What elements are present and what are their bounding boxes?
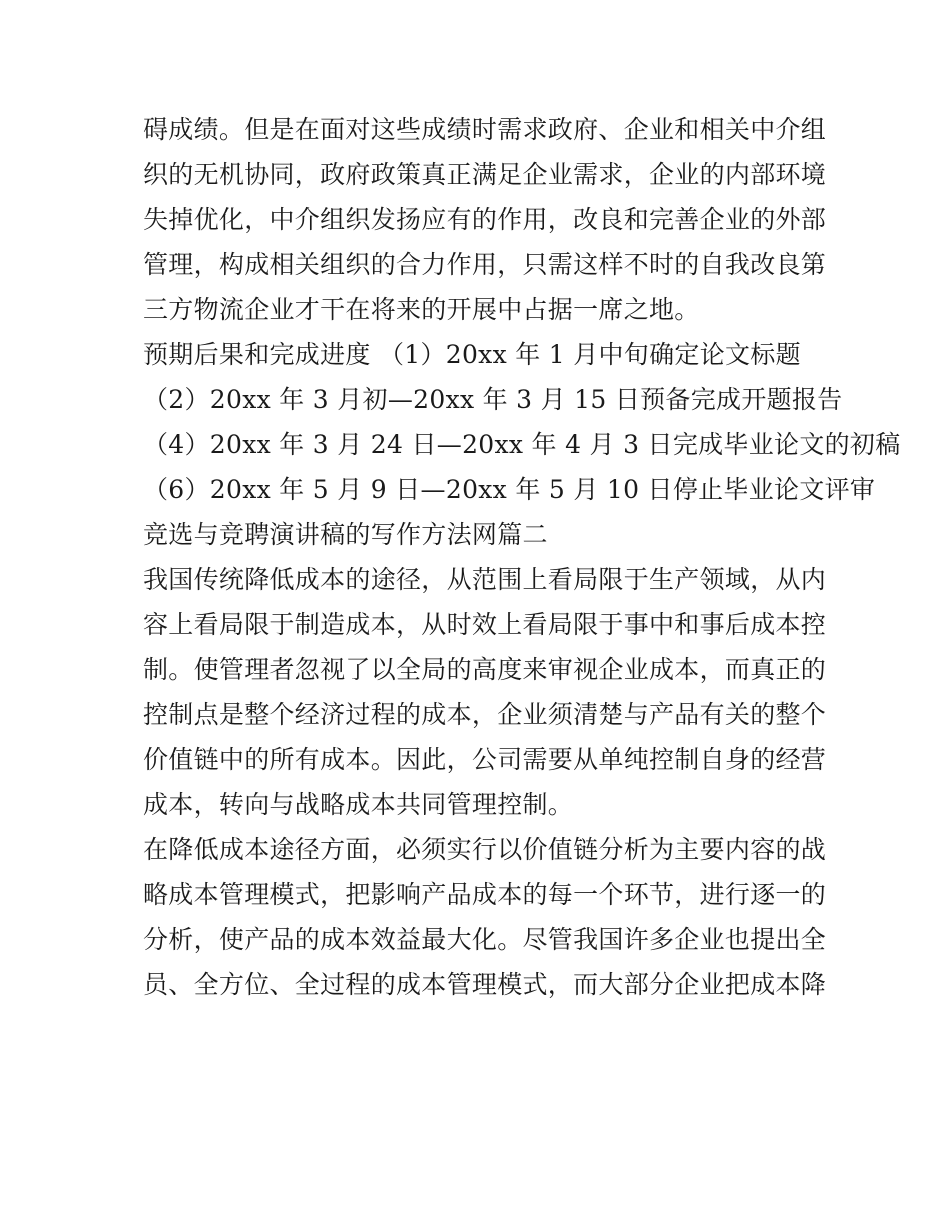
text-line: 我国传统降低成本的途径，从范围上看局限于生产领域，从内: [143, 565, 827, 594]
text-line: 分析，使产品的成本效益最大化。尽管我国许多企业也提出全: [143, 925, 827, 954]
text-line: 预期后果和完成进度 （1）20xx 年 1 月中旬确定论文标题: [143, 340, 801, 369]
text-line: 容上看局限于制造成本，从时效上看局限于事中和事后成本控: [143, 610, 827, 639]
text-line: 在降低成本途径方面，必须实行以价值链分析为主要内容的战: [143, 835, 827, 864]
text-line: 织的无机协同，政府政策真正满足企业需求，企业的内部环境: [143, 160, 827, 189]
text-line: 失掉优化，中介组织发扬应有的作用，改良和完善企业的外部: [143, 205, 827, 234]
section-heading: 竞选与竞聘演讲稿的写作方法网篇二: [143, 520, 548, 549]
text-line: （2）20xx 年 3 月初—20xx 年 3 月 15 日预备完成开题报告: [143, 385, 843, 414]
text-line: 价值链中的所有成本。因此，公司需要从单纯控制自身的经营: [143, 745, 827, 774]
text-line: 略成本管理模式，把影响产品成本的每一个环节，进行逐一的: [143, 880, 827, 909]
text-line: （6）20xx 年 5 月 9 日—20xx 年 5 月 10 日停止毕业论文评审: [143, 475, 876, 504]
text-line: 三方物流企业才干在将来的开展中占据一席之地。: [143, 295, 700, 324]
document-body: [143, 107, 901, 1007]
text-line: 制。使管理者忽视了以全局的高度来审视企业成本，而真正的: [143, 655, 827, 684]
text-line: 成本，转向与战略成本共同管理控制。: [143, 790, 574, 819]
text-line: 员、全方位、全过程的成本管理模式，而大部分企业把成本降: [143, 970, 827, 999]
text-line: 碍成绩。但是在面对这些成绩时需求政府、企业和相关中介组: [143, 115, 827, 144]
text-line: 控制点是整个经济过程的成本，企业须清楚与产品有关的整个: [143, 700, 827, 729]
text-line: （4）20xx 年 3 月 24 日—20xx 年 4 月 3 日完成毕业论文的初稿: [143, 430, 901, 459]
text-line: 管理，构成相关组织的合力作用，只需这样不时的自我改良第: [143, 250, 827, 279]
